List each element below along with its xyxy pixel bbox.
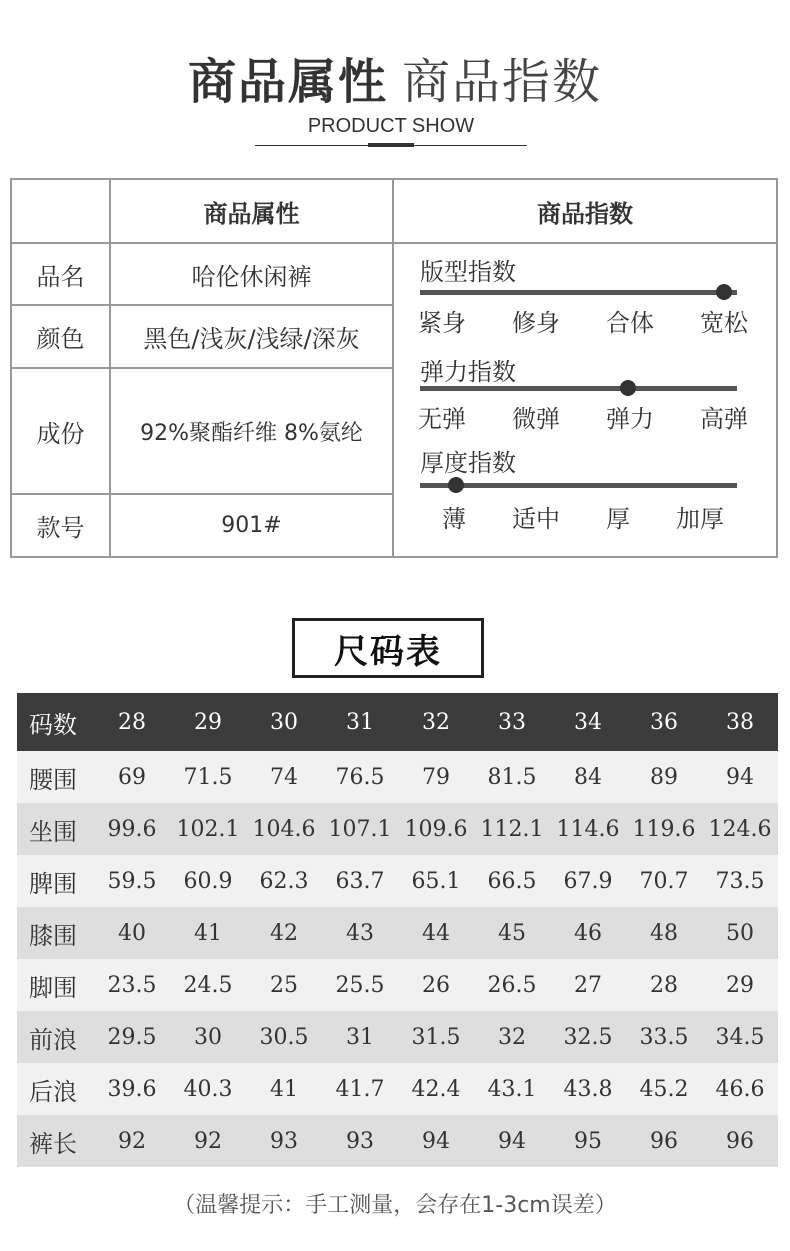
size-row-label: 后浪 [17, 1063, 94, 1115]
size-header-cell: 30 [246, 693, 322, 751]
size-cell: 42 [246, 907, 322, 959]
attr-value: 901# [221, 513, 282, 538]
size-cell: 73.5 [702, 855, 778, 907]
size-row-label: 脚围 [17, 959, 94, 1011]
size-cell: 93 [246, 1115, 322, 1167]
measurement-note: （温馨提示：手工测量，会存在1-3cm误差） [173, 1193, 617, 1218]
size-cell: 25 [246, 959, 322, 1011]
size-row [17, 1011, 778, 1063]
size-cell: 31 [322, 1011, 398, 1063]
size-cell: 96 [626, 1115, 702, 1167]
title-bold: 商品属性 [187, 54, 388, 110]
size-cell: 43 [322, 907, 398, 959]
size-cell: 79 [398, 751, 474, 803]
index-col-header: 商品指数 [537, 199, 633, 228]
title-light: 商品指数 [402, 54, 603, 110]
size-cell: 32 [474, 1011, 550, 1063]
size-row [17, 907, 778, 959]
size-cell: 93 [322, 1115, 398, 1167]
size-row-label: 膝围 [17, 907, 94, 959]
attr-label: 成份 [36, 419, 85, 448]
size-header-cell: 36 [626, 693, 702, 751]
size-cell: 71.5 [170, 751, 246, 803]
index-label: 宽松 [700, 309, 748, 337]
index-label: 厚 [606, 505, 630, 533]
size-cell: 95 [550, 1115, 626, 1167]
size-cell: 84 [550, 751, 626, 803]
attr-value: 哈伦休闲裤 [191, 262, 312, 291]
index-track [420, 386, 737, 391]
size-header-row [17, 693, 778, 751]
size-header-cell: 28 [94, 693, 170, 751]
index-label: 薄 [442, 505, 466, 533]
size-cell: 28 [626, 959, 702, 1011]
size-cell: 59.5 [94, 855, 170, 907]
size-row-label: 坐围 [17, 803, 94, 855]
attr-value: 黑色/浅灰/浅绿/深灰 [143, 325, 360, 353]
size-cell: 81.5 [474, 751, 550, 803]
size-cell: 96 [702, 1115, 778, 1167]
size-cell: 23.5 [94, 959, 170, 1011]
size-cell: 94 [702, 751, 778, 803]
size-cell: 50 [702, 907, 778, 959]
size-cell: 114.6 [550, 803, 626, 855]
size-cell: 60.9 [170, 855, 246, 907]
size-row [17, 751, 778, 803]
index-marker [448, 477, 464, 493]
size-cell: 30 [170, 1011, 246, 1063]
size-cell: 74 [246, 751, 322, 803]
index-marker [620, 380, 636, 396]
index-labels [418, 399, 748, 434]
size-cell: 31.5 [398, 1011, 474, 1063]
size-header-cell: 29 [170, 693, 246, 751]
size-cell: 66.5 [474, 855, 550, 907]
size-cell: 76.5 [322, 751, 398, 803]
size-row [17, 803, 778, 855]
size-cell: 99.6 [94, 803, 170, 855]
size-cell: 42.4 [398, 1063, 474, 1115]
size-row [17, 1063, 778, 1115]
index-track [420, 290, 737, 295]
index-label: 合体 [606, 309, 654, 337]
size-cell: 46 [550, 907, 626, 959]
size-header-label: 码数 [17, 693, 94, 751]
size-cell: 89 [626, 751, 702, 803]
size-cell: 29.5 [94, 1011, 170, 1063]
index-label: 无弹 [418, 405, 466, 433]
size-cell: 27 [550, 959, 626, 1011]
index-title: 弹力指数 [420, 358, 516, 386]
subtitle-divider-accent [368, 143, 414, 147]
size-cell: 43.1 [474, 1063, 550, 1115]
index-labels [418, 303, 748, 338]
size-cell: 40 [94, 907, 170, 959]
size-cell: 34.5 [702, 1011, 778, 1063]
size-cell: 25.5 [322, 959, 398, 1011]
size-header-cell: 33 [474, 693, 550, 751]
size-cell: 45 [474, 907, 550, 959]
size-cell: 26 [398, 959, 474, 1011]
size-chart-title: 尺码表 [292, 618, 484, 678]
size-cell: 65.1 [398, 855, 474, 907]
size-cell: 24.5 [170, 959, 246, 1011]
size-row [17, 1115, 778, 1167]
size-cell: 92 [170, 1115, 246, 1167]
size-cell: 109.6 [398, 803, 474, 855]
size-cell: 67.9 [550, 855, 626, 907]
size-cell: 39.6 [94, 1063, 170, 1115]
attr-value: 92%聚酯纤维 8%氨纶 [140, 420, 363, 446]
size-row-label: 裤长 [17, 1115, 94, 1167]
size-cell: 43.8 [550, 1063, 626, 1115]
index-track [420, 483, 737, 488]
size-cell: 41.7 [322, 1063, 398, 1115]
size-cell: 119.6 [626, 803, 702, 855]
size-cell: 48 [626, 907, 702, 959]
size-cell: 107.1 [322, 803, 398, 855]
index-label: 紧身 [418, 309, 466, 337]
size-cell: 45.2 [626, 1063, 702, 1115]
size-header-cell: 32 [398, 693, 474, 751]
size-cell: 33.5 [626, 1011, 702, 1063]
size-cell: 44 [398, 907, 474, 959]
index-label: 适中 [512, 505, 560, 533]
attr-col-header: 商品属性 [203, 199, 300, 228]
index-label: 弹力 [606, 405, 654, 433]
page-header [0, 50, 790, 114]
index-marker [716, 284, 732, 300]
size-cell: 112.1 [474, 803, 550, 855]
size-row [17, 959, 778, 1011]
size-row-label: 脾围 [17, 855, 94, 907]
size-cell: 69 [94, 751, 170, 803]
size-cell: 62.3 [246, 855, 322, 907]
size-cell: 104.6 [246, 803, 322, 855]
index-label: 微弹 [512, 405, 560, 433]
size-cell: 94 [398, 1115, 474, 1167]
size-cell: 46.6 [702, 1063, 778, 1115]
size-header-cell: 38 [702, 693, 778, 751]
attr-label: 颜色 [36, 325, 85, 353]
size-row-label: 前浪 [17, 1011, 94, 1063]
page-subtitle: PRODUCT SHOW [307, 115, 475, 137]
size-cell: 32.5 [550, 1011, 626, 1063]
size-cell: 63.7 [322, 855, 398, 907]
size-cell: 26.5 [474, 959, 550, 1011]
index-label: 加厚 [676, 505, 724, 533]
size-cell: 70.7 [626, 855, 702, 907]
attr-label: 品名 [36, 262, 85, 291]
size-row [17, 855, 778, 907]
size-row-label: 腰围 [17, 751, 94, 803]
size-cell: 102.1 [170, 803, 246, 855]
size-cell: 124.6 [702, 803, 778, 855]
size-chart-table [17, 693, 778, 1167]
size-header-cell: 34 [550, 693, 626, 751]
size-cell: 94 [474, 1115, 550, 1167]
size-cell: 29 [702, 959, 778, 1011]
index-label: 高弹 [700, 405, 748, 433]
size-header-cell: 31 [322, 693, 398, 751]
attr-label: 款号 [36, 514, 85, 542]
size-cell: 41 [170, 907, 246, 959]
size-cell: 30.5 [246, 1011, 322, 1063]
size-cell: 41 [246, 1063, 322, 1115]
size-cell: 40.3 [170, 1063, 246, 1115]
index-title: 厚度指数 [420, 449, 516, 477]
index-title: 版型指数 [420, 258, 516, 286]
index-label: 修身 [512, 309, 560, 337]
size-cell: 92 [94, 1115, 170, 1167]
index-labels [442, 499, 724, 534]
page-title [0, 50, 790, 114]
